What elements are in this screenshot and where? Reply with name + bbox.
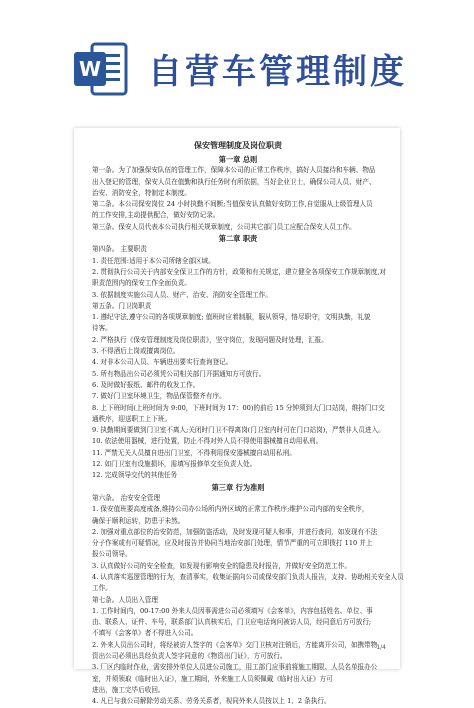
document-line: 12. 完成领导交代的其他任务 [92,471,178,480]
document-line: 由、联系人、证件、车号，联系部门认真核实后，门卫应电话询问被访人员，经同意后方可放行; [92,618,372,627]
document-page [74,128,404,706]
document-line: 12. 如门卫室有设施损坏，需填写报修单交至负责人处。 [92,460,257,469]
document-line: 职责范围内的保安工作全面负责。 [92,279,191,288]
document-line: 3. 依据制度实施公司人员、财产、治安、消防安全管理工作。 [92,290,272,299]
document-line: 1. 工作时间内，00-17:00 外来人员因事需进公司必须填写《会客单》，内容包括姓名、单位、事 [92,606,373,615]
document-line: 第五条。门卫岗职责 [92,301,152,310]
document-line: 1. 遵纪守法,遵守公司的各项规章制度; 值班时应着制服，服从领导，恪尽职守，文明执勤，礼貌 [92,313,371,322]
document-line: 室，并须领取《临时出入证》，施工期间，外来施工人员须佩戴《临时出入证》方可 [92,674,333,683]
document-line: 待客。 [92,324,112,333]
document-title: 保安管理制度及岗位职责 [194,140,282,150]
document-line: 资出公司必须出具经负责人签字同意的《物资出门证》，方可放行。 [92,652,287,661]
word-document-icon [72,40,130,98]
document-line: 第二条。本公司保安岗位 24 小时执勤不间断;当值保安认真做好安防工作,自觉服从上级管理人员 [92,200,373,209]
chapter-heading: 第二章 职责 [218,234,258,244]
document-line: 10. 依法使用器械，进行处置，防止不得对外人员不得使用器械擅自动用私刑。 [92,437,323,446]
chapter-heading: 第三章 行为准则 [211,482,265,492]
document-line: 工作。 [92,584,112,593]
document-line: 7. 做好门卫室环境卫生，物品保管整齐有序。 [92,392,226,401]
document-line: 4. 认真落实巡逻管理的行为，查清事实，收集证据向公司或保安部门负责人报告，支持、协助相关安全人员 [92,572,404,581]
document-line: 分子作案或有可疑情况，应及时报告并协同当地治安部门处理，情节严重的可立即拨打 110 并上 [92,539,373,548]
document-line: 治安、消防安全，特制定本制度。 [92,188,191,197]
document-line: 报公司领导。 [92,550,132,559]
document-line: 3. 不得酒后上岗或擅离岗位。 [92,347,180,356]
document-line: 3. 厂区内临时作业，需安排外单位人员进公司施工，用工部门应事前将施工期限、人员名单报办公 [92,663,378,672]
document-line: 6. 及时做好报纸、邮件的收发工作。 [92,380,200,389]
document-content [92,138,404,708]
document-line: 11. 严禁无关人员擅自进出门卫室，不得利用保安器械擅自动用私刑。 [92,448,296,457]
document-line: 2. 外来人员出公司时，将经被访人签字的《会客单》交门卫核对注销后，方能离开公司，如携带物 [92,640,378,649]
document-line: 第六条。 治安安全管理 [92,493,161,502]
document-line: 进出，施工完毕后收回。 [92,685,165,694]
document-line: 通秩序，迎送职工上下班。 [92,414,172,423]
banner-title: 自营车管理制度 [148,52,407,92]
document-line: 出入登记的管理，保安人员在值勤和执行任务时有所依据，当好企业卫士，确保公司人员、财产、 [92,177,376,186]
document-line: 5. 所有物品出公司必须凭公司相关部门开据通知方可放行。 [92,369,266,378]
chapter-heading: 第一章 总则 [218,155,258,164]
banner [0,0,474,122]
document-line: 4. 对非本公司人员、车辆进出要实行查询登记。 [92,358,233,367]
document-line: 1. 责任范围:适用于本公司所辖全部区域。 [92,256,215,265]
document-line: 2. 贯彻执行公司关于内部安全保卫工作的方针，政策和有关规定，建立健全各项保安工作规章制度,对 [92,267,387,276]
document-line: 1. 保安值班要高度戒备,维持公司办公场所内外区域的正常工作秩序;维护公司内部的安全秩序， [92,505,369,514]
page-number: 1/4 [376,644,386,651]
document-line: 8. 上下班时间(上班时间为 9:00，下班时间为 17：00)的前后 15 分钟须到大门口站岗，维持门口交 [92,403,385,412]
document-line: 不填写《会客单》者不得进入公司。 [92,629,198,638]
document-line: 第三条。保安人员代表本公司执行相关规章制度，公司其它部门员工应配合保安人员工作。 [92,222,356,231]
document-line: 第一条。为了加强保安队伍的管理工作，保障本公司的正常工作秩序，搞好人员接待和车辆、物品 [92,166,376,175]
document-line: 2. 严格执行《保安管理制度及岗位职责》，坚守岗位，发现问题及时处理，汇报。 [92,335,328,344]
document-line: 第四条。 主要职责 [92,245,147,254]
document-line: 4. 凡已与我公司解除劳动关系、劳务关系者，视同外来人员按以上 1、2 条执行。 [92,697,331,706]
document-line: 确保于顺利运转，防患于未然。 [92,516,185,525]
document-line: 2. 加强对重点部位的治安防范，加强防盗活动，及时发现可疑人和事，并进行查问，如发现有不法 [92,527,378,536]
word-logo-letter: W [78,57,102,81]
document-line: 第七条。人员出入管理 [92,595,158,604]
document-line: 9. 执勤期间要做到门卫室不离人;关闭时门卫不得离岗(门卫室内时可在门口站岗)，严禁非人员进入。 [92,426,385,435]
document-line: 3. 认真做好公司的安全检查，如发现有影响安全的隐患及时报告，并做好安全防范工作。 [92,561,351,570]
document-line: 的工作安排,主动提供配合，做好安防记录。 [92,211,220,220]
